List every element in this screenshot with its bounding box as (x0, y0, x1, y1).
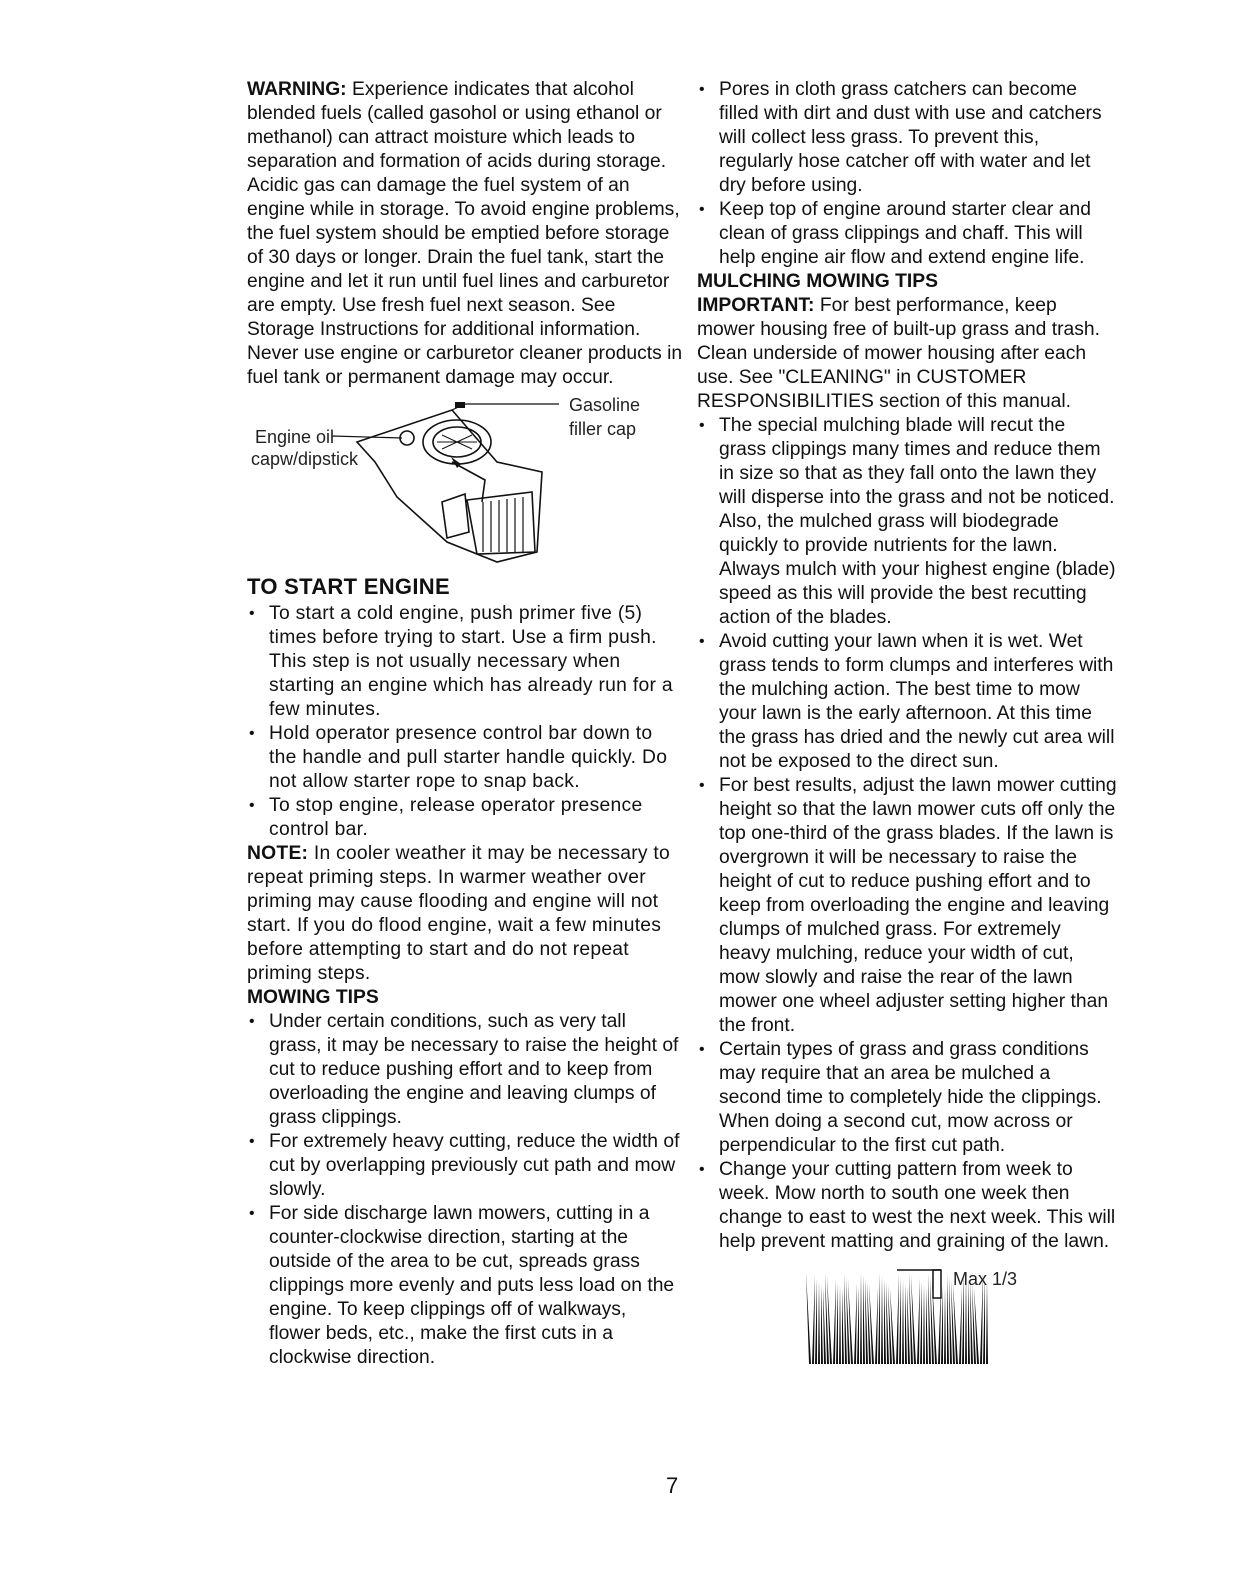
grass-blade-mark (812, 1275, 815, 1364)
grass-blade-mark (825, 1273, 829, 1364)
max-one-third-label: Max 1/3 (953, 1269, 1018, 1289)
grass-blade-mark (923, 1284, 925, 1364)
grass-blade-mark (896, 1274, 899, 1364)
list-item: • Avoid cutting your lawn when it is wet. Wet grass tends to form clumps and interferes with the mulching action. The best time to mow your lawn is the early afternoon. At this time the grass has dried and the newly cut area will not be exposed to the direct sun. (699, 631, 1115, 772)
grass-illustration (697, 1264, 1117, 1368)
mowing-tips-list (247, 1010, 683, 1370)
list-item: • To stop engine, release operator presence control bar. (249, 795, 643, 840)
start-engine-list (247, 602, 683, 842)
start-engine-heading: TO START ENGINE (247, 574, 450, 599)
grass-blade-mark (842, 1288, 844, 1364)
list-item: • Pores in cloth grass catchers can become filled with dirt and dust with use and catchers will collect less grass. To prevent this, regularly hose catcher off with water and let dry before using. (699, 79, 1102, 196)
bullet-icon: • (699, 1041, 705, 1058)
bullet-icon: • (699, 777, 705, 794)
grass-blade-mark (917, 1278, 920, 1364)
bullet-icon: • (249, 1133, 255, 1150)
grass-blade-mark (949, 1277, 952, 1364)
grass-height-figure (697, 1264, 1117, 1368)
list-item: • For side discharge lawn mowers, cutting in a counter-clockwise direction, starting at the outside of the area to be cut, spreads grass clippings more evenly and puts less load on the engine. To keep clippings off of walkways, flower beds, etc., make the first cuts in a clockwise direction. (249, 1203, 675, 1368)
grass-blade-mark (815, 1278, 817, 1364)
engine-oil-label-line1: Engine oil (255, 427, 335, 447)
grass-blade-mark (884, 1279, 886, 1364)
list-item: • Certain types of grass and grass conditions may require that an area be mulched a second time to completely hide the clippings. When doing a second cut, mow across or perpendicular to the first cut path. (699, 1039, 1102, 1156)
grass-blade-mark (839, 1285, 841, 1364)
warning-paragraph (247, 78, 683, 390)
mulching-tips-list (697, 414, 1117, 1254)
grass-blade-mark (854, 1283, 857, 1364)
grass-blade-mark (926, 1287, 928, 1364)
mowing-tips-heading: MOWING TIPS (247, 987, 379, 1008)
grass-blade-mark (860, 1272, 862, 1364)
grass-blade-mark (844, 1274, 847, 1364)
grass-blade-mark (920, 1281, 922, 1364)
bullet-icon: • (249, 725, 255, 742)
grass-blade-mark (972, 1284, 976, 1364)
grass-blade-mark (947, 1274, 949, 1364)
warning-text: Experience indicates that alcohol blended fuels (called gasohol or using ethanol or methanol) can attract moisture which leads to separation and formation of acids during storage. Acidic gas can damage the fuel system of an engine while in storage. To avoid engine problems, the fuel system should be emptied before storage of 30 days or longer. Drain the fuel tank, start the engine and let it run until fuel lines and carburetor are empty. Use fresh fuel next season. See Storage Instructions for additional information. Never use engine or carburetor cleaner products in fuel tank or permanent damage may occur. (247, 79, 683, 388)
grass-blade-mark (986, 1279, 988, 1364)
grass-blade-mark (907, 1286, 910, 1364)
grass-blade-mark (806, 1272, 811, 1364)
page-number: 7 (666, 1473, 679, 1498)
bullet-icon: • (249, 797, 255, 814)
gasoline-label-line2: filler cap (569, 419, 637, 439)
grass-blade-mark (970, 1281, 973, 1364)
grass-blade-mark (863, 1275, 865, 1364)
list-item: • For best results, adjust the lawn mower cutting height so that the lawn mower cuts off only the top one-third of the grass blades. If the lawn is overgrown it will be necessary to raise the height of cut to reduce pushing effort and to keep from overloading the engine and leaving clumps of mulched grass. For extremely heavy mulching, reduce your width of cut, mow slowly and raise the rear of the lawn mower one wheel adjuster setting higher than the front. (699, 775, 1117, 1036)
grass-blade-mark (928, 1273, 931, 1364)
left-column (247, 78, 683, 1370)
bullet-icon: • (699, 417, 705, 434)
engine-top-figure (247, 395, 683, 572)
engine-oil-label-line2: capw/dipstick (251, 449, 359, 469)
grass-blade-mark (857, 1286, 859, 1364)
grass-blade-mark (823, 1287, 826, 1364)
grass-blade-mark (818, 1281, 820, 1364)
bullet-icon: • (249, 1013, 255, 1030)
list-item: • Change your cutting pattern from week to week. Mow north to south one week then change to east to west the next week. This will help prevent matting and graining of the lawn. (699, 1159, 1116, 1252)
important-paragraph (697, 294, 1117, 414)
warning-label: WARNING: (247, 79, 347, 100)
list-item: • Under certain conditions, such as very tall grass, it may be necessary to raise the height of cut to reduce pushing effort and to keep from overloading the engine and leaving clumps of grass clippings. (249, 1011, 679, 1128)
important-label: IMPORTANT: (697, 295, 815, 316)
grass-blade-mark (968, 1278, 970, 1364)
bullet-icon: • (699, 633, 705, 650)
list-item: • Keep top of engine around starter clear and clean of grass clippings and chaff. This will help engine air flow and extend engine life. (699, 199, 1091, 268)
list-item: • The special mulching blade will recut the grass clippings many times and reduce them in size so that as they fall onto the lawn they will disperse into the grass and not be noticed. Also, the mulched grass will biodegrade quickly to provide nutrients for the lawn. Always mulch with your highest engine (blade) speed as this will provide the best recutting action of the blades. (699, 415, 1116, 628)
grass-blade-mark (833, 1279, 836, 1364)
grass-blade-mark (951, 1280, 955, 1364)
grass-blade-mark (905, 1283, 907, 1364)
grass-blade-mark (821, 1284, 823, 1364)
note-text: In cooler weather it may be necessary to repeat priming steps. In warmer weather over priming may cause flooding and engine will not start. If you do flood engine, wait a few minutes before attempting to start and do not repeat priming steps. (247, 843, 670, 984)
grass-blade-mark (836, 1282, 838, 1364)
grass-blade-mark (846, 1277, 850, 1364)
list-item: • Hold operator presence control bar down to the handle and pull starter handle quickly. Do not allow starter rope to snap back. (249, 723, 668, 792)
note-label: NOTE: (247, 843, 309, 864)
grass-blade-mark (944, 1288, 946, 1364)
grass-blade-mark (878, 1273, 880, 1364)
grass-blade-mark (959, 1286, 962, 1364)
bullet-icon: • (699, 201, 705, 218)
right-column (697, 78, 1117, 1368)
bullet-icon: • (699, 1161, 705, 1178)
bullet-icon: • (249, 605, 255, 622)
mulching-tips-heading: MULCHING MOWING TIPS (697, 271, 938, 292)
grass-blade-mark (899, 1277, 901, 1364)
grass-blade-mark (881, 1276, 883, 1364)
grass-blade-mark (865, 1278, 868, 1364)
bullet-icon: • (699, 81, 705, 98)
grass-blade-mark (902, 1280, 904, 1364)
list-item: • For extremely heavy cutting, reduce the width of cut by overlapping previously cut path and mow slowly. (249, 1131, 680, 1200)
note-paragraph (247, 842, 683, 986)
grass-blade-mark (886, 1282, 889, 1364)
important-text: For best performance, keep mower housing free of built-up grass and trash. Clean underside of mower housing after each use. See "CLEANING" in CUSTOMER RESPONSIBILITIES section of this manual. (697, 295, 1100, 412)
catcher-tips-list (697, 78, 1117, 270)
grass-blade-mark (867, 1281, 871, 1364)
grass-blade-mark (875, 1287, 878, 1364)
gasoline-label-line1: Gasoline (569, 395, 641, 415)
list-item: • To start a cold engine, push primer five (5) times before trying to start. Use a firm push. This step is not usually necessary when starting an engine which has already run for a few minutes. (249, 603, 673, 720)
grass-blade-mark (888, 1285, 892, 1364)
grass-blade-mark (909, 1272, 913, 1364)
bullet-icon: • (249, 1205, 255, 1222)
